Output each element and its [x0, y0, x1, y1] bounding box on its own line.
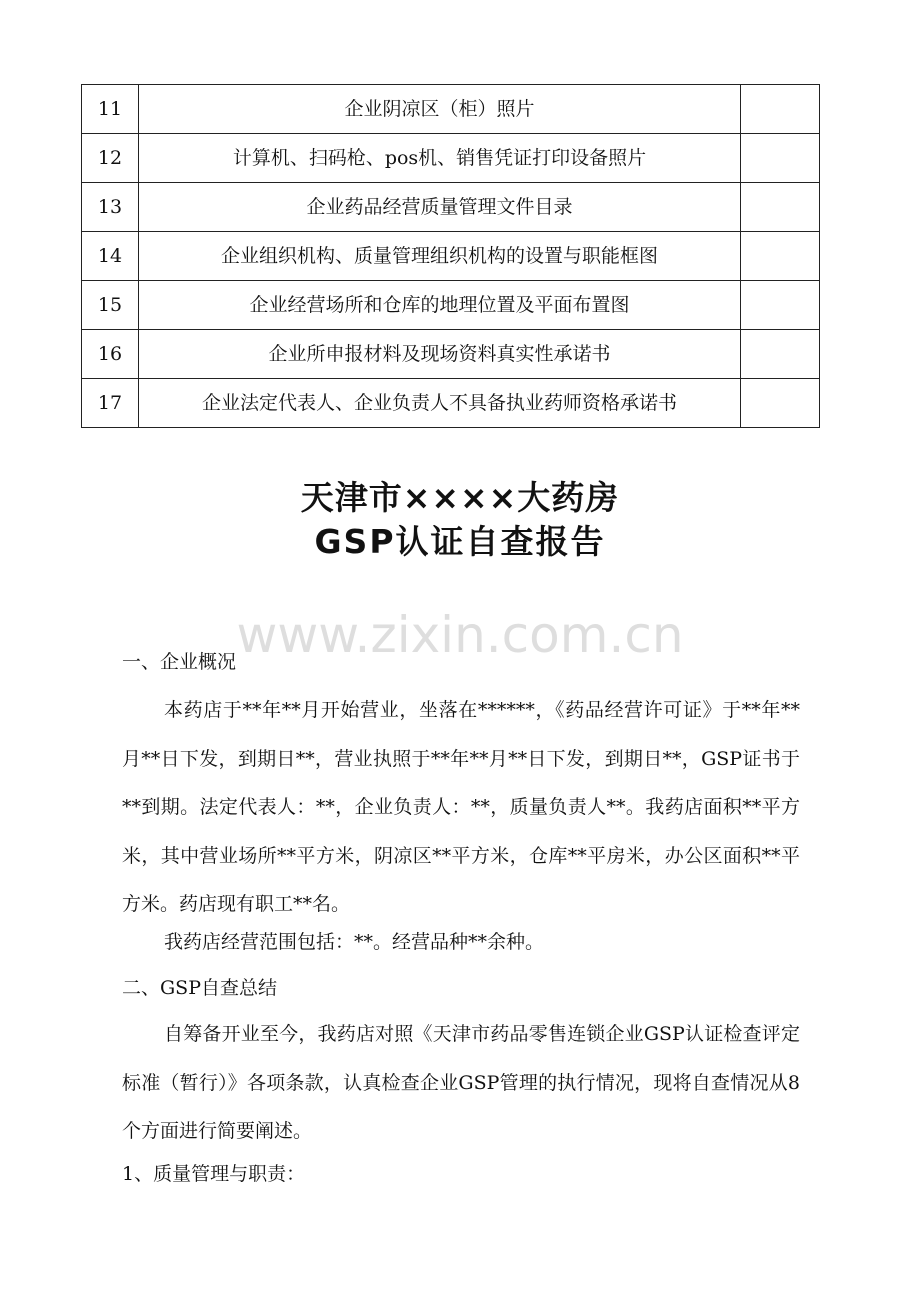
report-title-line1: 天津市××××大药房 — [300, 478, 620, 517]
row-number: 13 — [82, 183, 139, 232]
row-item: 企业组织机构、质量管理组织机构的设置与职能框图 — [139, 232, 741, 281]
row-item: 计算机、扫码枪、pos机、销售凭证打印设备照片 — [139, 134, 741, 183]
table-row — [82, 281, 820, 330]
paragraph-gsp-summary: 自筹备开业至今，我药店对照《天津市药品零售连锁企业GSP认证检查评定标准（暂行）》各项条款，认真检查企业GSP管理的执行情况，现将自查情况从8个方面进行简要阐述。 — [122, 1023, 800, 1143]
table-row — [82, 330, 820, 379]
paragraph-overview: 本药店于**年**月开始营业，坐落在******，《药品经营许可证》于**年**月**日下发，到期日**，营业执照于**年**月**日下发，到期日**，GSP证书于**到期。法定代表人：**，企业负责人：**，质量负责人**。我药店面积**平方米，其中营业场所**平方米，阴凉区**平方米，仓库**平房米，办公区面积**平方米。药店现有职工**名。 — [122, 699, 800, 916]
table-row — [82, 134, 820, 183]
subsection-heading-quality: 1、质量管理与职责： — [122, 1163, 306, 1185]
row-number: 12 — [82, 134, 139, 183]
row-note — [741, 281, 820, 330]
materials-checklist-table — [81, 84, 820, 428]
section-heading-gsp-summary: 二、GSP自查总结 — [122, 977, 277, 999]
row-note — [741, 232, 820, 281]
row-item: 企业阴凉区（柜）照片 — [139, 85, 741, 134]
row-note — [741, 379, 820, 428]
row-note — [741, 330, 820, 379]
row-item: 企业法定代表人、企业负责人不具备执业药师资格承诺书 — [139, 379, 741, 428]
row-item: 企业所申报材料及现场资料真实性承诺书 — [139, 330, 741, 379]
row-item: 企业经营场所和仓库的地理位置及平面布置图 — [139, 281, 741, 330]
paragraph-business-scope: 我药店经营范围包括：**。经营品种**余种。 — [164, 931, 545, 953]
row-item: 企业药品经营质量管理文件目录 — [139, 183, 741, 232]
table-row — [82, 379, 820, 428]
report-title-line2: GSP认证自查报告 — [314, 522, 606, 561]
section-heading-overview: 一、企业概况 — [122, 651, 237, 673]
row-number: 16 — [82, 330, 139, 379]
table-row — [82, 183, 820, 232]
watermark-text: www.zixin.com.cn — [236, 606, 684, 664]
row-number: 14 — [82, 232, 139, 281]
row-number: 15 — [82, 281, 139, 330]
row-note — [741, 134, 820, 183]
row-note — [741, 183, 820, 232]
row-note — [741, 85, 820, 134]
row-number: 11 — [82, 85, 139, 134]
table-row — [82, 232, 820, 281]
table-row — [82, 85, 820, 134]
row-number: 17 — [82, 379, 139, 428]
